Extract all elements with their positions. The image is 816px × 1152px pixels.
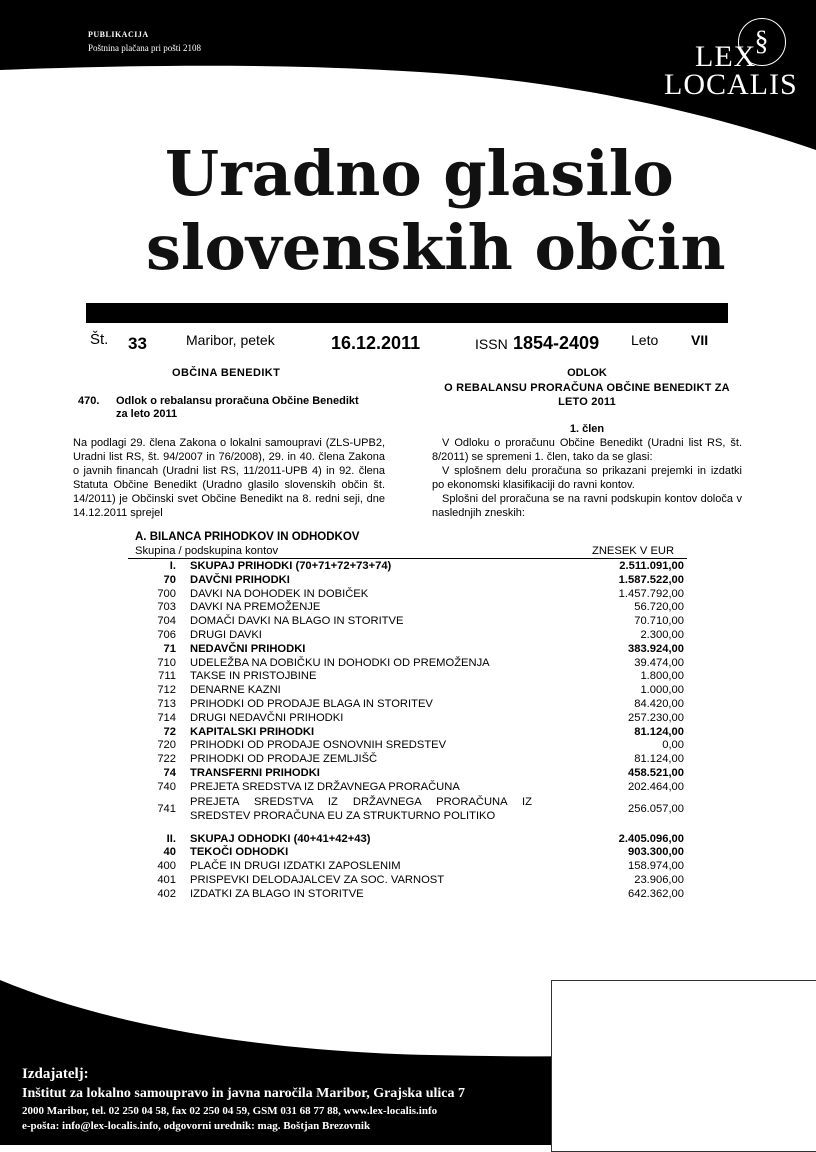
row-amount: 81.124,00 — [634, 725, 684, 738]
row-label: TRANSFERNI PRIHODKI — [190, 766, 320, 779]
item-title: Odlok o rebalansu proračuna Občine Benedikt za leto 2011 — [116, 395, 359, 420]
row-amount: 56.720,00 — [634, 601, 684, 614]
issue-date: 16.12.2011 — [331, 333, 421, 353]
row-amount: 903.300,00 — [628, 846, 684, 859]
row-label: PRISPEVKI DELODAJALCEV ZA SOC. VARNOST — [190, 873, 445, 886]
title-rule — [86, 303, 728, 323]
row-label: TAKSE IN PRISTOJBINE — [190, 670, 317, 683]
row-label: PREJETA SREDSTVA IZ DRŽAVNEGA PRORAČUNA — [190, 780, 460, 793]
logo-localis: LOCALIS — [664, 68, 798, 101]
row-label: DAVČNI PRIHODKI — [190, 573, 290, 586]
row-code: II. — [166, 832, 176, 845]
balance-col-amount: ZNESEK V EUR — [592, 545, 675, 557]
table-row — [128, 670, 684, 684]
table-row — [128, 560, 684, 574]
row-amount: 158.974,00 — [628, 860, 684, 873]
issn-label: ISSN — [475, 336, 508, 352]
table-row — [128, 615, 684, 629]
table-row — [128, 574, 684, 588]
row-code: 72 — [163, 725, 176, 738]
row-code: 713 — [157, 697, 176, 710]
paragraph-symbol-icon: § — [738, 18, 786, 66]
row-amount: 81.124,00 — [634, 753, 684, 766]
table-row — [128, 726, 684, 740]
balance-title: A. BILANCA PRIHODKOV IN ODHODKOV — [135, 531, 360, 543]
row-code: 720 — [157, 739, 176, 752]
row-code: 71 — [163, 642, 176, 655]
table-row — [128, 874, 684, 888]
row-code: 710 — [157, 656, 176, 669]
row-amount: 642.362,00 — [628, 887, 684, 900]
row-label: PLAČE IN DRUGI IZDATKI ZAPOSLENIM — [190, 860, 401, 873]
item-number: 470. — [78, 395, 100, 407]
row-label: PRIHODKI OD PRODAJE BLAGA IN STORITEV — [190, 697, 433, 710]
issue-place-day: Maribor, petek — [186, 332, 275, 348]
row-code: 711 — [158, 670, 176, 683]
table-row — [128, 753, 684, 767]
row-amount: 70.710,00 — [634, 615, 684, 628]
table-row — [128, 739, 684, 753]
year-label: Leto — [631, 332, 659, 348]
table-row — [128, 629, 684, 643]
row-label: DRUGI DAVKI — [190, 628, 262, 641]
row-code: 712 — [157, 684, 176, 697]
table-row — [128, 781, 684, 795]
balance-table — [128, 560, 684, 902]
logo-lex: LEX — [695, 40, 757, 73]
row-code: 722 — [157, 753, 176, 766]
row-amount: 1.457.792,00 — [618, 587, 684, 600]
article-heading: 1. člen — [569, 423, 605, 435]
row-label: NEDAVČNI PRIHODKI — [190, 642, 306, 655]
row-amount: 39.474,00 — [634, 656, 684, 669]
row-label: IZDATKI ZA BLAGO IN STORITVE — [190, 887, 364, 900]
row-code: 40 — [163, 846, 176, 859]
article-paragraph-2: V splošnem delu proračuna so prikazani prejemki in izdatki po ekonomski klasifikaciji do ravni kontov. — [432, 465, 742, 491]
issue-number-label: Št. — [90, 331, 109, 348]
row-label: PRIHODKI OD PRODAJE OSNOVNIH SREDSTEV — [190, 739, 447, 752]
row-code: I. — [169, 560, 176, 572]
table-row — [128, 698, 684, 712]
table-row — [128, 643, 684, 657]
issn-value: 1854-2409 — [513, 333, 600, 353]
row-amount: 2.511.091,00 — [619, 560, 684, 572]
table-row — [128, 601, 684, 615]
article-paragraph-1: V Odloku o proračunu Občine Benedikt (Uradni list RS, št. 8/2011) se spremeni 1. člen, tako da se glasi: — [432, 437, 742, 463]
row-amount: 1.587.522,00 — [618, 573, 684, 586]
row-label: DRUGI NEDAVČNI PRIHODKI — [190, 711, 344, 724]
table-row — [128, 684, 684, 698]
postage-note: Poštnina plačana pri pošti 2108 — [88, 43, 201, 53]
table-row — [128, 657, 684, 671]
ordinance-heading: ODLOK — [567, 367, 607, 379]
table-row — [128, 588, 684, 602]
row-amount: 458.521,00 — [628, 766, 684, 779]
blank-box — [551, 980, 816, 1152]
publisher-contact: 2000 Maribor, tel. 02 250 04 58, fax 02 250 04 59, GSM 031 68 77 88, www.lex-localis.info — [22, 1105, 438, 1117]
row-code: 74 — [163, 766, 176, 779]
row-code: 704 — [157, 615, 176, 628]
row-label: SKUPAJ ODHODKI (40+41+42+43) — [190, 832, 371, 845]
article-paragraph-3: Splošni del proračuna se na ravni podskupin kontov določa v naslednjih zneskih: — [432, 493, 742, 519]
table-row — [128, 888, 684, 902]
row-code: 70 — [163, 573, 176, 586]
row-amount: 84.420,00 — [634, 697, 684, 710]
row-code: 400 — [157, 860, 176, 873]
row-label: DAVKI NA DOHODEK IN DOBIČEK — [190, 587, 369, 600]
row-amount: 23.906,00 — [634, 873, 684, 886]
row-label: TEKOČI ODHODKI — [190, 846, 289, 859]
balance-header-rule — [128, 558, 687, 559]
row-label: SKUPAJ PRIHODKI (70+71+72+73+74) — [190, 560, 392, 572]
row-code: 700 — [157, 587, 176, 600]
row-code: 401 — [157, 873, 176, 886]
row-label: UDELEŽBA NA DOBIČKU IN DOHODKI OD PREMOŽENJA — [190, 656, 490, 669]
row-code: 703 — [157, 601, 176, 614]
publisher-email: e-pošta: info@lex-localis.info, odgovorni urednik: mag. Boštjan Brezovnik — [22, 1120, 371, 1132]
row-label: KAPITALSKI PRIHODKI — [190, 725, 315, 738]
row-code: 714 — [157, 711, 176, 724]
row-amount: 383.924,00 — [628, 642, 684, 655]
publisher-label: Izdajatelj: — [22, 1066, 89, 1082]
year-value: VII — [691, 332, 709, 348]
row-code: 740 — [157, 780, 176, 793]
row-label: DENARNE KAZNI — [190, 684, 281, 697]
table-row — [128, 860, 684, 874]
publication-label: PUBLIKACIJA — [88, 30, 149, 39]
table-row — [128, 767, 684, 781]
ordinance-subheading: O REBALANSU PRORAČUNA OBČINE BENEDIKT ZA LETO 2011 — [444, 382, 730, 408]
row-amount: 2.405.096,00 — [618, 832, 684, 845]
intro-paragraph: Na podlagi 29. člena Zakona o lokalni samoupravi (ZLS-UPB2, Uradni list RS, št. 94/2007 in 76/2008), 29. in 40. člena Zakona o javnih financah (Uradni list RS, 11/2011-UPB 4) in 92. člena Statuta Občine Benedikt (Uradno glasilo slovenskih občin št. 14/2011) je Občinski svet Občine Benedikt na 8. redni seji, dne 14.12.2011 sprejel — [73, 437, 385, 519]
publisher-name: Inštitut za lokalno samoupravo in javna naročila Maribor, Grajska ulica 7 — [22, 1086, 465, 1101]
issue-number: 33 — [128, 334, 147, 353]
masthead-title-line2: slovenskih občin — [146, 211, 726, 284]
table-row — [128, 833, 684, 847]
row-label: DAVKI NA PREMOŽENJE — [190, 601, 321, 614]
row-amount: 202.464,00 — [628, 780, 684, 793]
row-amount: 0,00 — [662, 739, 684, 752]
row-amount: 2.300,00 — [640, 628, 684, 641]
balance-col-group: Skupina / podskupina kontov — [135, 545, 279, 557]
table-row — [128, 846, 684, 860]
row-label: DOMAČI DAVKI NA BLAGO IN STORITVE — [190, 615, 404, 628]
municipality-heading: OBČINA BENEDIKT — [172, 367, 281, 379]
row-code: 706 — [157, 628, 176, 641]
row-code: 402 — [157, 887, 176, 900]
masthead-title-line1: Uradno glasilo — [165, 137, 674, 210]
row-amount: 1.000,00 — [640, 684, 684, 697]
row-label: PRIHODKI OD PRODAJE ZEMLJIŠČ — [190, 753, 378, 766]
table-row: 741 PREJETA SREDSTVA IZ DRŽAVNEGA PRORAČUNA IZ SREDSTEV PRORAČUNA EU ZA STRUKTURNO POLITIKO 256.057,00 — [157, 795, 684, 822]
table-row — [128, 712, 684, 726]
row-amount: 1.800,00 — [640, 670, 684, 683]
row-amount: 257.230,00 — [628, 711, 684, 724]
